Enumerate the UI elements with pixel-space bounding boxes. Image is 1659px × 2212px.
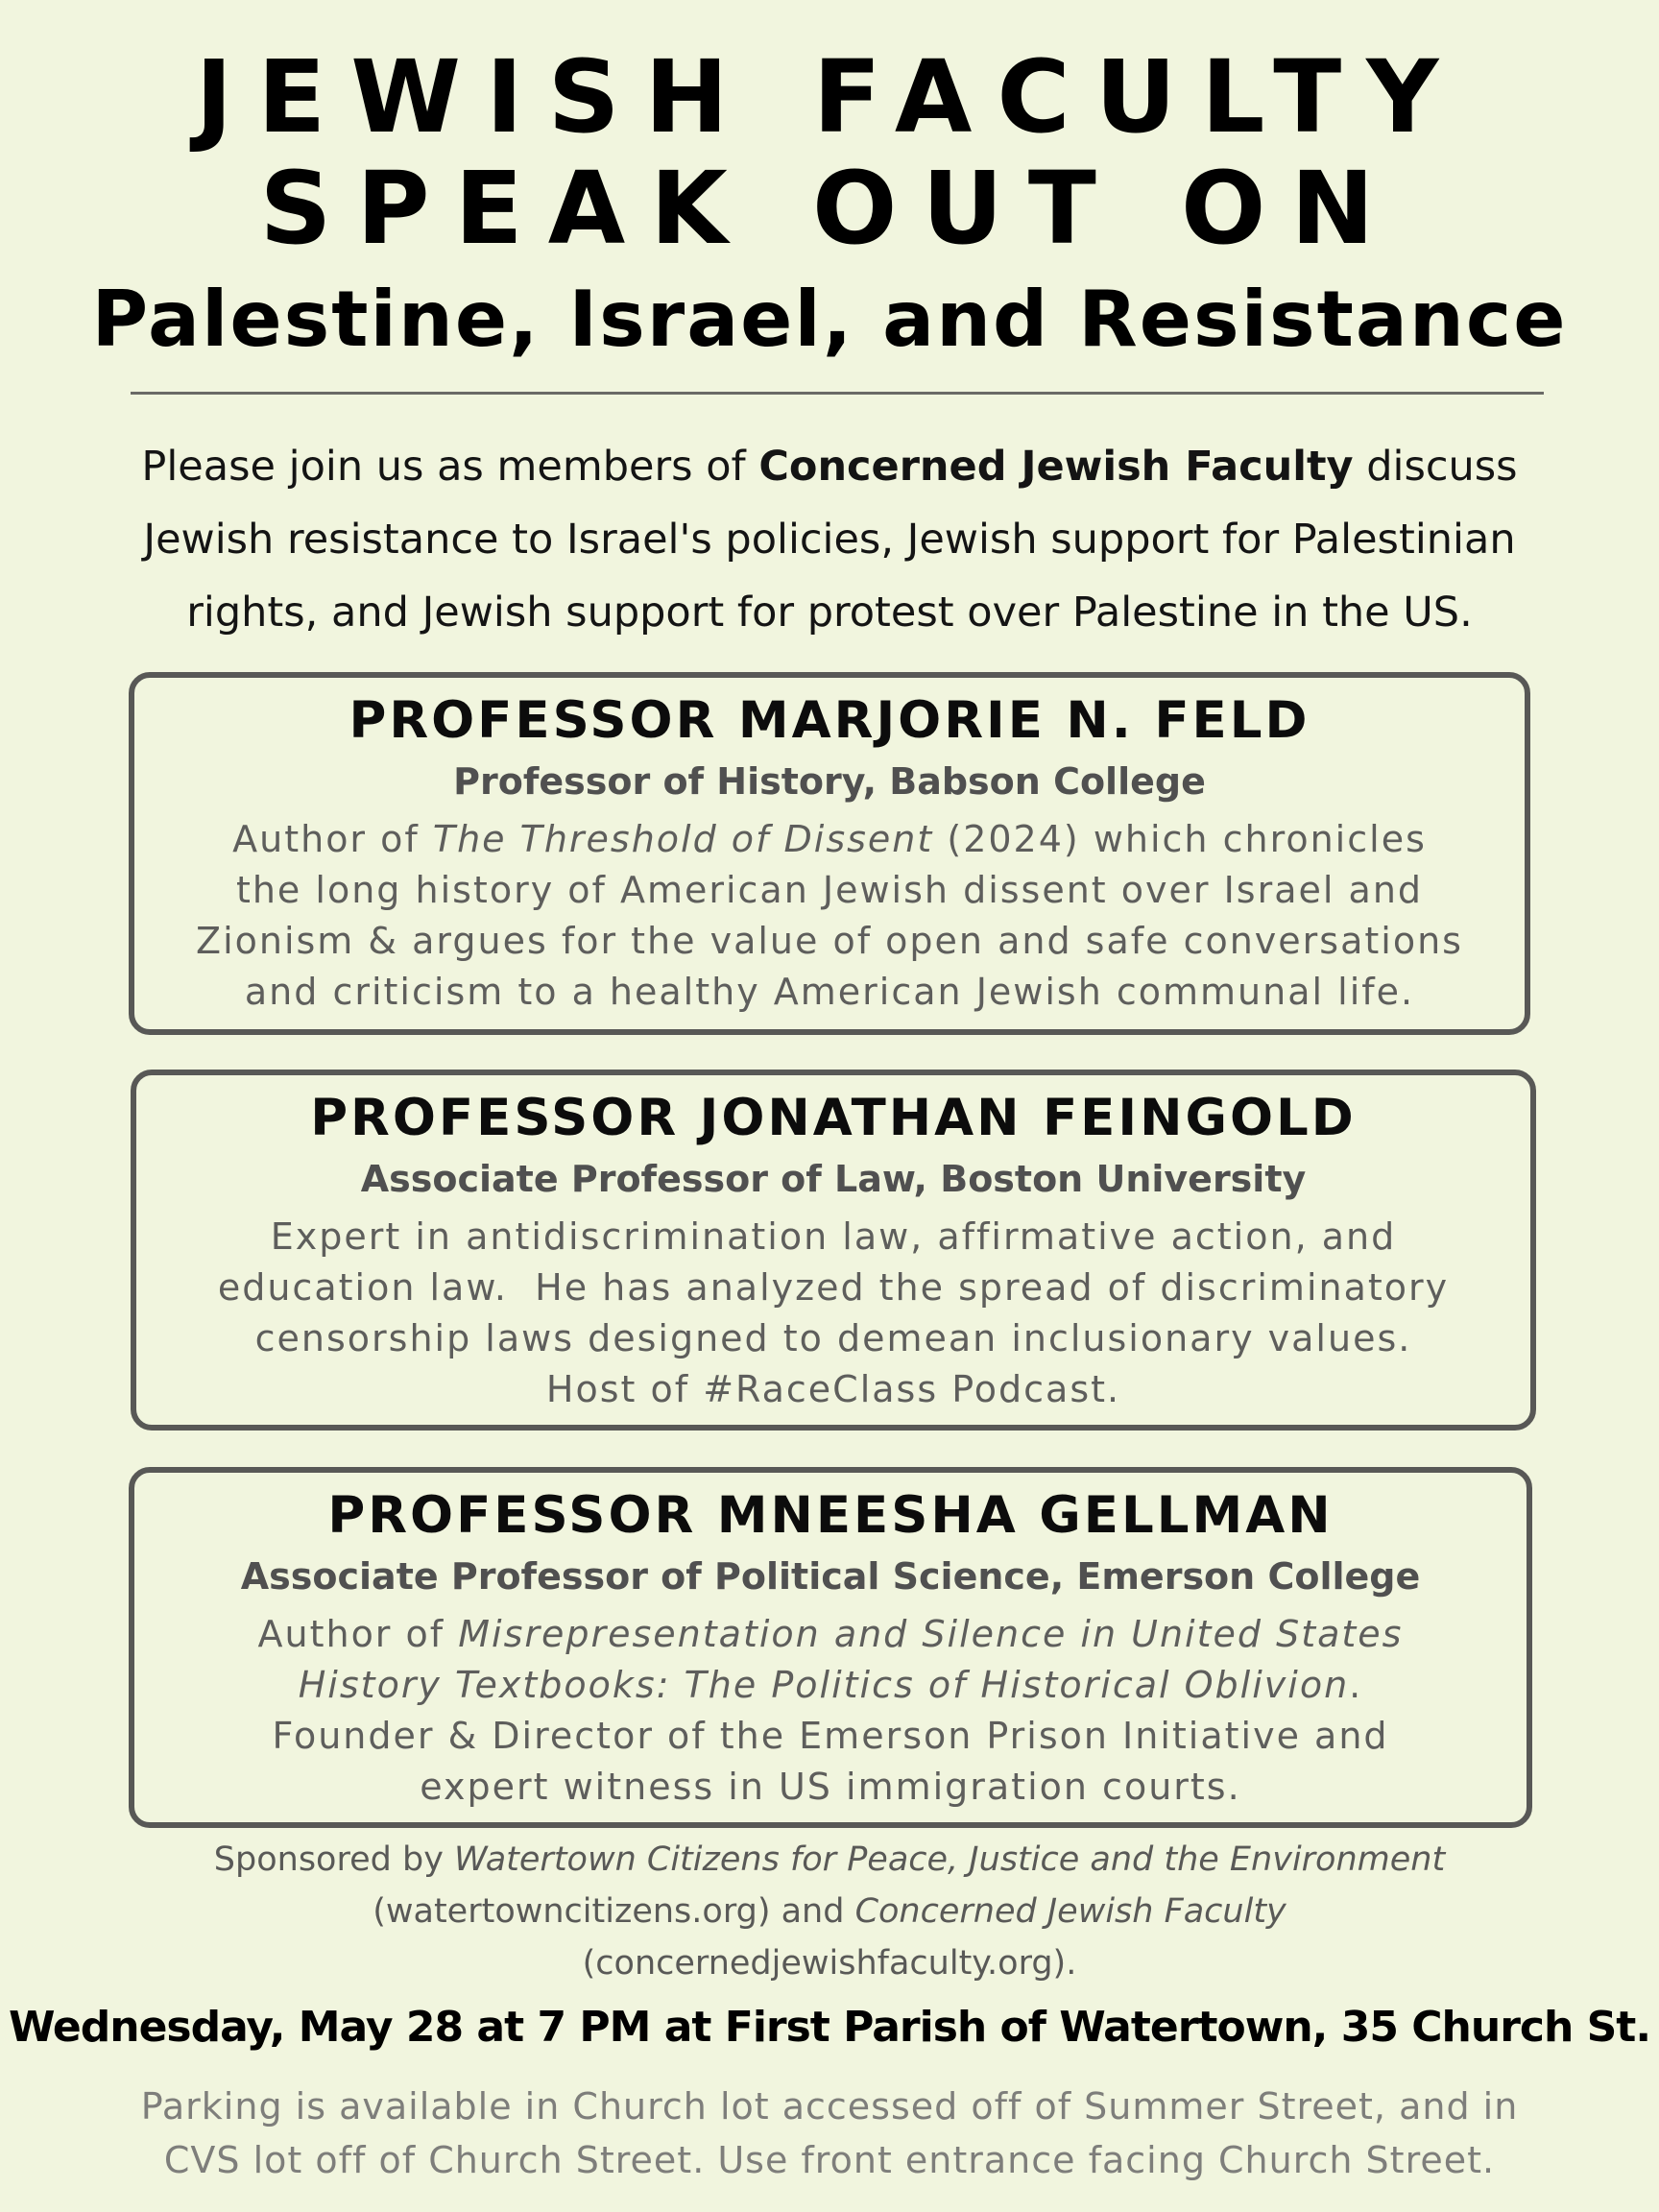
speaker-card-gellman <box>129 1467 1532 1828</box>
intro-line-1 <box>38 430 1621 503</box>
divider <box>131 392 1544 395</box>
bio-line: Zionism & argues for the value of open and safe conversations <box>196 920 1463 962</box>
intro-paragraph <box>38 430 1621 649</box>
subtitle: Palestine, Israel, and Resistance <box>91 275 1568 364</box>
speaker-name: PROFESSOR JONATHAN FEINGOLD <box>310 1089 1357 1147</box>
sponsor-text: Sponsored by <box>213 1840 455 1879</box>
bio-line: the long history of American Jewish dissent over Israel and <box>235 869 1424 911</box>
title-line-2: SPEAK OUT ON <box>259 150 1400 267</box>
bio-line: and criticism to a healthy American Jewish communal life. <box>244 971 1415 1013</box>
bio-line: Expert in antidiscrimination law, affirmative action, and <box>270 1215 1397 1258</box>
speaker-name: PROFESSOR MNEESHA GELLMAN <box>327 1486 1334 1545</box>
speaker-role: Associate Professor of Political Science, Emerson College <box>240 1555 1421 1598</box>
intro-line-2: Jewish resistance to Israel's policies, Jewish support for Palestinian <box>143 516 1516 564</box>
bio-line: censorship laws designed to demean inclusionary values. <box>254 1317 1412 1359</box>
speaker-role: Associate Professor of Law, Boston University <box>360 1158 1307 1200</box>
speaker-bio <box>136 1212 1530 1415</box>
parking-line-2: CVS lot off of Church Street. Use front entrance facing Church Street. <box>163 2139 1496 2181</box>
title-line-1: JEWISH FACULTY <box>195 38 1464 156</box>
bio-line <box>134 1609 1527 1660</box>
bio-text: . <box>1349 1664 1363 1706</box>
event-details: Wednesday, May 28 at 7 PM at First Parish of Watertown, 35 Church St. <box>8 2003 1651 2052</box>
intro-text: discuss <box>1353 443 1518 491</box>
bio-text: (2024) which chronicles <box>933 818 1427 860</box>
intro-text: Please join us as members of <box>141 443 759 491</box>
speaker-bio <box>134 814 1525 1018</box>
bio-line <box>134 814 1525 865</box>
sponsor-line-2 <box>0 1886 1659 1937</box>
sponsor-line-1 <box>0 1834 1659 1886</box>
speaker-bio <box>134 1609 1527 1813</box>
sponsor-line-3: (concernedjewishfaculty.org). <box>582 1944 1077 1983</box>
bio-text: Author of <box>257 1613 459 1655</box>
sponsor-note <box>0 1834 1659 1989</box>
speaker-name: PROFESSOR MARJORIE N. FELD <box>349 691 1310 750</box>
bio-line: expert witness in US immigration courts. <box>420 1766 1241 1808</box>
speaker-role: Professor of History, Babson College <box>453 760 1206 803</box>
speaker-card-feingold <box>131 1070 1536 1431</box>
book-title: Misrepresentation and Silence in United States <box>458 1613 1404 1655</box>
book-title: The Threshold of Dissent <box>432 818 934 860</box>
bio-line: Founder & Director of the Emerson Prison Initiative and <box>272 1715 1389 1757</box>
parking-line-1: Parking is available in Church lot accessed off of Summer Street, and in <box>140 2085 1519 2128</box>
speaker-card-feld <box>129 672 1530 1035</box>
bio-line: education law. He has analyzed the spread of discriminatory <box>217 1266 1450 1309</box>
bio-line <box>134 1660 1527 1711</box>
intro-line-3: rights, and Jewish support for protest over Palestine in the US. <box>186 589 1473 637</box>
sponsor-name: Concerned Jewish Faculty <box>854 1892 1286 1931</box>
book-title: History Textbooks: The Politics of Historical Oblivion <box>298 1664 1350 1706</box>
parking-info <box>0 2080 1659 2187</box>
bio-text: Author of <box>232 818 433 860</box>
sponsor-name: Watertown Citizens for Peace, Justice and the Environment <box>454 1840 1446 1879</box>
sponsor-text: (watertowncitizens.org) and <box>373 1892 855 1931</box>
organization-name: Concerned Jewish Faculty <box>758 443 1354 491</box>
bio-line: Host of #RaceClass Podcast. <box>545 1368 1121 1410</box>
